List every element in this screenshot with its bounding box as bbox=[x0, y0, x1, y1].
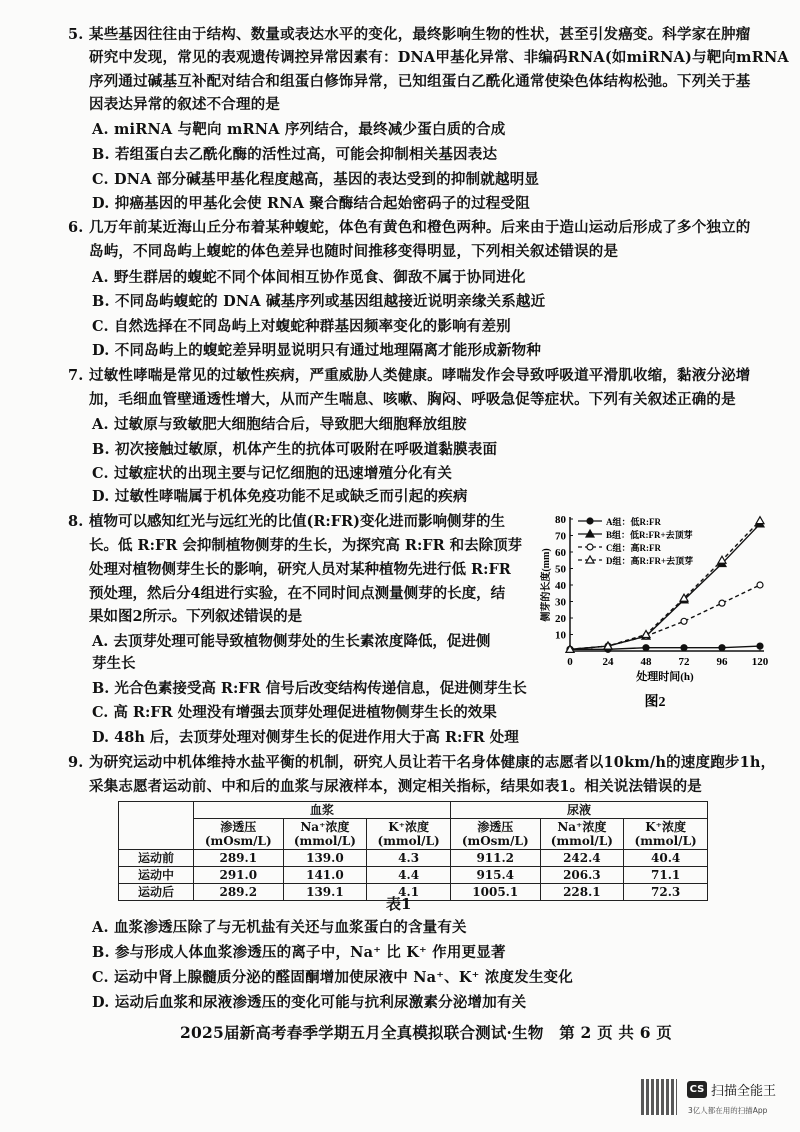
answer-option: A. 过敏原与致敏肥大细胞结合后，导致肥大细胞释放组胺 bbox=[92, 416, 467, 433]
question-stem-line: 岛屿，不同岛屿上蝮蛇的体色差异也随时间推移变得明显，下列相关叙述错误的是 bbox=[89, 243, 619, 260]
table-column-header bbox=[540, 819, 624, 850]
header-text: Na⁺浓度 bbox=[557, 820, 607, 834]
table-column-header bbox=[194, 819, 284, 850]
y-tick-label: 20 bbox=[555, 613, 566, 625]
answer-option: C. 过敏症状的出现主要与记忆细胞的迅速增殖分化有关 bbox=[92, 465, 453, 482]
answer-option: C. 高 R:FR 处理没有增强去顶芽处理促进植物侧芽生长的效果 bbox=[92, 704, 497, 721]
y-tick-label: 60 bbox=[555, 547, 566, 559]
row-label: 运动后 bbox=[119, 884, 194, 901]
table-cell: 242.4 bbox=[540, 850, 624, 867]
table-cell: 4.3 bbox=[367, 850, 451, 867]
question-stem-line: 预处理，然后分4组进行实验，在不同时间点测量侧芽的长度，结 bbox=[89, 585, 506, 602]
data-point bbox=[681, 618, 687, 624]
question-stem-line: 长。低 R:FR 会抑制植物侧芽的生长，为探究高 R:FR 和去除顶芽 bbox=[89, 537, 523, 554]
table-cell: 1005.1 bbox=[450, 884, 540, 901]
x-tick-label: 96 bbox=[716, 656, 728, 668]
data-point bbox=[757, 643, 763, 649]
answer-option: A. miRNA 与靶向 mRNA 序列结合，最终减少蛋白质的合成 bbox=[92, 121, 506, 138]
camscanner-logo-icon: CS bbox=[687, 1081, 707, 1098]
question-stem-line: 为研究运动中机体维持水盐平衡的机制，研究人员让若干名身体健康的志愿者以10km/h的速度跑步1h， bbox=[89, 754, 776, 771]
table-column-header bbox=[624, 819, 708, 850]
answer-option: C. DNA 部分碱基甲基化程度越高，基因的表达受到的抑制就越明显 bbox=[92, 171, 540, 188]
data-point bbox=[719, 600, 725, 606]
table-row bbox=[119, 867, 708, 884]
table-1 bbox=[118, 801, 708, 901]
row-label: 运动中 bbox=[119, 867, 194, 884]
header-text: Na⁺浓度 bbox=[300, 820, 350, 834]
question-stem-line: 加，毛细血管壁通透性增大，从而产生喘息、咳嗽、胸闷、呼吸急促等症状。下列有关叙述正确的是 bbox=[89, 391, 736, 408]
qr-code-icon bbox=[641, 1079, 677, 1115]
data-point bbox=[757, 582, 763, 588]
chart-title: 图2 bbox=[644, 695, 666, 710]
data-point bbox=[719, 645, 725, 651]
y-tick-label: 30 bbox=[555, 596, 566, 609]
answer-option: B. 初次接触过敏原，机体产生的抗体可吸附在呼吸道黏膜表面 bbox=[92, 441, 498, 458]
table-group-header: 血浆 bbox=[194, 802, 451, 819]
answer-option: A. 血浆渗透压除了与无机盐有关还与血浆蛋白的含量有关 bbox=[92, 919, 467, 936]
data-point bbox=[587, 518, 593, 524]
y-tick-label: 80 bbox=[555, 514, 566, 526]
figure-2-chart bbox=[540, 505, 800, 715]
table-cell: 291.0 bbox=[194, 867, 284, 884]
answer-option: D. 过敏性哮喘属于机体免疫功能不足或缺乏而引起的疾病 bbox=[92, 488, 468, 505]
table-column-header bbox=[450, 819, 540, 850]
answer-option: D. 运动后血浆和尿液渗透压的变化可能与抗利尿激素分泌增加有关 bbox=[92, 994, 527, 1011]
header-text: K⁺浓度 bbox=[645, 820, 686, 834]
x-tick-label: 120 bbox=[751, 656, 769, 668]
x-tick-label: 72 bbox=[678, 656, 690, 668]
table-cell: 289.1 bbox=[194, 850, 284, 867]
answer-option: 芽生长 bbox=[92, 655, 136, 672]
header-text: K⁺浓度 bbox=[388, 820, 429, 834]
table-group-header: 尿液 bbox=[450, 802, 707, 819]
table-cell: 4.4 bbox=[367, 867, 451, 884]
answer-option: B. 参与形成人体血浆渗透压的离子中，Na⁺ 比 K⁺ 作用更显著 bbox=[92, 944, 506, 961]
y-tick-label: 40 bbox=[555, 580, 566, 592]
y-tick-label: 10 bbox=[555, 629, 566, 642]
x-tick-label: 24 bbox=[602, 656, 614, 668]
question-stem-line: 过敏性哮喘是常见的过敏性疾病，严重威胁人类健康。哮喘发作会导致呼吸道平滑肌收缩，黏液分泌增 bbox=[89, 367, 751, 384]
question-stem-line: 果如图2所示。下列叙述错误的是 bbox=[89, 608, 303, 625]
legend-label: C组：高R:FR bbox=[606, 543, 661, 553]
data-point bbox=[756, 517, 764, 524]
table-cell: 228.1 bbox=[540, 884, 624, 901]
table-cell: 206.3 bbox=[540, 867, 624, 884]
table-cell: 289.2 bbox=[194, 884, 284, 901]
header-text: (mmol/L) bbox=[634, 834, 697, 848]
x-axis-label: 处理时间(h) bbox=[636, 671, 694, 683]
legend-label: B组：低R:FR+去顶芽 bbox=[606, 530, 693, 540]
y-tick-label: 70 bbox=[555, 530, 566, 543]
table-row bbox=[119, 850, 708, 867]
table-column-header bbox=[283, 819, 367, 850]
answer-option: B. 若组蛋白去乙酰化酶的活性过高，可能会抑制相关基因表达 bbox=[92, 146, 498, 163]
answer-option: C. 运动中肾上腺髓质分泌的醛固酮增加使尿液中 Na⁺、K⁺ 浓度发生变化 bbox=[92, 969, 573, 986]
answer-option: C. 自然选择在不同岛屿上对蝮蛇种群基因频率变化的影响有差别 bbox=[92, 318, 511, 335]
x-tick-label: 0 bbox=[567, 656, 573, 668]
question-stem-line: 几万年前某近海山丘分布着某种蝮蛇，体色有黄色和橙色两种。后来由于造山运动后形成了多个独立的 bbox=[89, 219, 751, 236]
table-cell: 4.1 bbox=[367, 884, 451, 901]
table-corner bbox=[119, 802, 194, 850]
question-stem-line: 处理对植物侧芽生长的影响，研究人员对某种植物先进行低 R:FR bbox=[89, 561, 511, 578]
header-text: (mmol/L) bbox=[293, 834, 356, 848]
question-number: 5. bbox=[68, 26, 84, 43]
question-stem-line: 采集志愿者运动前、中和后的血浆与尿液样本，测定相关指标，结果如表1。相关说法错误的是 bbox=[89, 778, 702, 795]
answer-option: B. 光合色素接受高 R:FR 信号后改变结构传递信息，促进侧芽生长 bbox=[92, 680, 527, 697]
x-tick-label: 48 bbox=[640, 656, 652, 668]
answer-option: D. 不同岛屿上的蝮蛇差异明显说明只有通过地理隔离才能形成新物种 bbox=[92, 342, 542, 359]
legend-label: D组：高R:FR+去顶芽 bbox=[606, 556, 694, 566]
table-cell: 915.4 bbox=[450, 867, 540, 884]
table-cell: 139.1 bbox=[283, 884, 367, 901]
data-point bbox=[681, 645, 687, 651]
answer-option: D. 48h 后，去顶芽处理对侧芽生长的促进作用大于高 R:FR 处理 bbox=[92, 729, 519, 746]
series-line bbox=[570, 524, 760, 649]
legend-label: A组：低R:FR bbox=[606, 517, 661, 527]
table-row bbox=[119, 884, 708, 901]
header-text: (mOsm/L) bbox=[204, 834, 272, 848]
table-caption: 表1 bbox=[386, 895, 412, 913]
question-number: 8. bbox=[68, 513, 84, 530]
watermark-name: 扫描全能王 bbox=[711, 1084, 777, 1099]
question-stem-line: 研究中发现，常见的表观遗传调控异常因素有：DNA甲基化异常、非编码RNA(如miRNA)与靶向mRNA bbox=[89, 49, 789, 66]
question-stem-line: 序列通过碱基互补配对结合和组蛋白修饰异常，已知组蛋白乙酰化通常使染色体结构松弛。下列关于基 bbox=[89, 73, 751, 90]
question-stem-line: 因表达异常的叙述不合理的是 bbox=[89, 96, 281, 113]
header-text: (mOsm/L) bbox=[461, 834, 529, 848]
table-cell: 72.3 bbox=[624, 884, 708, 901]
question-stem-line: 某些基因往往由于结构、数量或表达水平的变化，最终影响生物的性状，甚至引发癌变。科学家在肿瘤 bbox=[89, 26, 751, 43]
table-cell: 139.0 bbox=[283, 850, 367, 867]
data-point bbox=[587, 544, 593, 550]
header-text: 渗透压 bbox=[477, 820, 514, 834]
answer-option: D. 抑癌基因的甲基化会使 RNA 聚合酶结合起始密码子的过程受阻 bbox=[92, 195, 530, 212]
page-footer: 2025届新高考春季学期五月全真模拟联合测试·生物 第 2 页 共 6 页 bbox=[180, 1023, 672, 1042]
question-number: 6. bbox=[68, 219, 84, 236]
question-stem-line: 植物可以感知红光与远红光的比值(R:FR)变化进而影响侧芽的生 bbox=[89, 513, 505, 530]
answer-option: A. 野生群居的蝮蛇不同个体间相互协作觅食、御敌不属于协同进化 bbox=[92, 269, 526, 286]
answer-option: B. 不同岛屿蝮蛇的 DNA 碱基序列或基因组越接近说明亲缘关系越近 bbox=[92, 293, 546, 310]
question-number: 9. bbox=[68, 754, 84, 771]
table-column-header bbox=[367, 819, 451, 850]
table-cell: 141.0 bbox=[283, 867, 367, 884]
question-number: 7. bbox=[68, 367, 84, 384]
table-cell: 71.1 bbox=[624, 867, 708, 884]
row-label: 运动前 bbox=[119, 850, 194, 867]
y-axis-label: 侧芽的长度(mm) bbox=[541, 548, 552, 622]
header-text: (mmol/L) bbox=[377, 834, 440, 848]
answer-option: A. 去顶芽处理可能导致植物侧芽处的生长素浓度降低，促进侧 bbox=[92, 633, 491, 650]
table-cell: 40.4 bbox=[624, 850, 708, 867]
header-text: (mmol/L) bbox=[550, 834, 613, 848]
header-text: 渗透压 bbox=[220, 820, 257, 834]
data-point bbox=[643, 645, 649, 651]
watermark-tagline: 3亿人都在用的扫描App bbox=[688, 1106, 768, 1115]
y-tick-label: 50 bbox=[555, 563, 566, 576]
table-cell: 911.2 bbox=[450, 850, 540, 867]
